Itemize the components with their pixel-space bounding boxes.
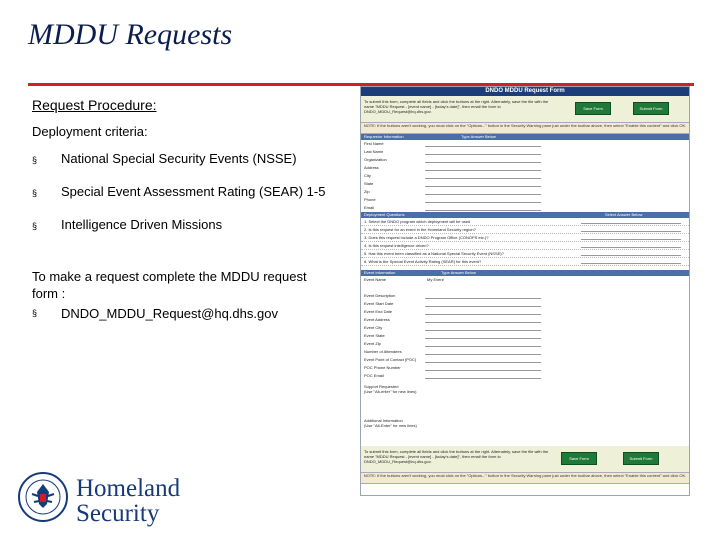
form-field-row	[361, 308, 689, 316]
field-label: Event Point of Contact (POC)	[364, 357, 417, 362]
field-label: 2. Is this request for an event in the Homeland Security region?	[364, 227, 476, 232]
logo-line-1: Homeland	[76, 475, 181, 502]
form-field-row	[361, 172, 689, 180]
requestor-header-label: Requestor Information	[364, 134, 404, 139]
event-name-value[interactable]: My Event	[427, 277, 444, 282]
form-submit-button[interactable]: Submit Form	[633, 102, 669, 115]
form-field-row	[361, 340, 689, 348]
field-label: Event Address	[364, 317, 390, 322]
form-field-row	[361, 140, 689, 148]
form-field-row	[361, 364, 689, 372]
form-field-row	[361, 188, 689, 196]
field-input-line[interactable]	[425, 170, 541, 171]
criteria-heading: Deployment criteria:	[32, 124, 148, 139]
criteria-list	[32, 150, 332, 249]
field-label: 6. What is the Special Event Activity Rating (SEAR) for this event?	[364, 259, 482, 264]
event-name-row	[361, 276, 689, 292]
list-item	[32, 183, 332, 202]
form-note: NOTE: If the buttons aren't working, you must click on the "Options..." button in the Security Warning pane just under the toolbar above, then select "Enable this content" and click OK.	[361, 473, 689, 484]
field-input-line[interactable]	[581, 263, 681, 264]
field-input-line[interactable]	[581, 239, 681, 240]
form-field-row	[361, 180, 689, 188]
form-field-row	[361, 300, 689, 308]
list-item	[32, 216, 332, 235]
question-fields	[361, 218, 689, 266]
form-field-row	[361, 218, 689, 226]
field-label: State	[364, 181, 374, 186]
event-fields	[361, 292, 689, 380]
form-field-row	[361, 348, 689, 356]
field-input-line[interactable]	[425, 370, 541, 371]
field-label: POC Phone Number	[364, 365, 401, 370]
field-label: Support Requested	[364, 384, 399, 389]
form-field-row	[361, 164, 689, 172]
requestor-fields	[361, 140, 689, 212]
field-input-line[interactable]	[425, 362, 541, 363]
field-label: Event Start Date	[364, 301, 394, 306]
field-input-line[interactable]	[425, 298, 541, 299]
form-field-row	[361, 258, 689, 266]
field-label: Event City	[364, 325, 383, 330]
field-label: Event State	[364, 333, 385, 338]
field-input-line[interactable]	[425, 338, 541, 339]
field-input-line[interactable]	[581, 223, 681, 224]
field-label: Address	[364, 165, 379, 170]
field-label: 3. Does this request include a DNDO Program Office (CONOPS etc.)?	[364, 235, 489, 240]
form-field-row	[361, 196, 689, 204]
field-input-line[interactable]	[425, 378, 541, 379]
bullet-icon: §	[32, 221, 38, 231]
form-field-row	[361, 226, 689, 234]
form-field-row	[361, 356, 689, 364]
form-save-button[interactable]: Save Form	[575, 102, 611, 115]
list-item	[32, 150, 332, 169]
bullet-icon: §	[32, 188, 38, 198]
form-instructions	[361, 96, 689, 123]
bullet-icon: §	[32, 155, 38, 165]
request-instructions: To make a request complete the MDDU request form :	[32, 269, 307, 301]
field-input-line[interactable]	[425, 146, 541, 147]
field-label: City	[364, 173, 371, 178]
event-answer-header: Type Answer Below	[441, 270, 476, 275]
email-item	[32, 306, 332, 321]
field-label: First Name	[364, 141, 384, 146]
form-instructions-text: To submit this form, complete all fields and click the buttons at the right. Alternately, save the file with the name "MDDU Request - [event name] - [today's date]", then email the form to DNDO_MDDU_Request@hq.dhs.gov.	[364, 99, 549, 114]
criteria-item: National Special Security Events (NSSE)	[61, 151, 297, 166]
field-label: 4. Is this request intelligence driven?	[364, 243, 429, 248]
field-input-line[interactable]	[425, 354, 541, 355]
form-field-row	[361, 156, 689, 164]
field-input-line[interactable]	[425, 322, 541, 323]
field-label: Additional Information	[364, 418, 403, 423]
field-label: Number of Attendees	[364, 349, 402, 354]
field-label: Phone	[364, 197, 376, 202]
support-row	[361, 380, 689, 414]
form-field-row	[361, 324, 689, 332]
field-input-line[interactable]	[425, 210, 541, 211]
field-label: 5. Has this event been classified as a National Special Security Event (NSSE)?	[364, 251, 504, 256]
form-field-row	[361, 292, 689, 300]
field-input-line[interactable]	[425, 162, 541, 163]
dhs-seal-icon	[18, 472, 68, 522]
form-instructions-bottom	[361, 446, 689, 473]
field-label: 1. Select the DNDO program which deployment will be used	[364, 219, 471, 224]
form-field-row	[361, 242, 689, 250]
event-header-label: Event Information	[364, 270, 396, 275]
field-label: Organization	[364, 157, 387, 162]
requestor-answer-header: Type Answer Below	[461, 134, 496, 139]
form-save-button[interactable]: Save Form	[561, 452, 597, 465]
field-input-line[interactable]	[425, 194, 541, 195]
field-input-line[interactable]	[425, 178, 541, 179]
field-input-line[interactable]	[425, 154, 541, 155]
field-label: Event Zip	[364, 341, 381, 346]
form-field-row	[361, 234, 689, 242]
field-label: Event Name	[364, 277, 387, 282]
questions-answer-header: Select Answer Below	[605, 212, 643, 217]
field-input-line[interactable]	[425, 186, 541, 187]
form-note: NOTE: If the buttons aren't working, you must click on the "Options..." button in the Security Warning pane just under the toolbar above, then select "Enable this content" and click OK.	[361, 123, 689, 134]
field-input-line[interactable]	[425, 346, 541, 347]
form-field-row	[361, 316, 689, 324]
email-address[interactable]: DNDO_MDDU_Request@hq.dhs.gov	[61, 306, 278, 321]
questions-header-label: Deployment Questions	[364, 212, 405, 217]
criteria-item: Special Event Assessment Rating (SEAR) 1-5	[61, 184, 326, 199]
field-input-line[interactable]	[425, 330, 541, 331]
field-label: Email	[364, 205, 375, 210]
field-input-line[interactable]	[581, 255, 681, 256]
procedure-heading: Request Procedure:	[32, 97, 157, 113]
field-input-line[interactable]	[425, 314, 541, 315]
field-input-line[interactable]	[581, 247, 681, 248]
criteria-item: Intelligence Driven Missions	[61, 217, 223, 232]
form-field-row	[361, 148, 689, 156]
form-field-row	[361, 372, 689, 380]
logo-line-2: Security	[76, 500, 160, 527]
form-instructions-text: To submit this form, complete all fields and click the buttons at the right. Alternately, save the file with the name "MDDU Request - [event name] - [today's date]", then email the form to DNDO_MDDU_Request@hq.dhs.gov.	[364, 449, 549, 464]
slide-title: MDDU Requests	[28, 18, 233, 51]
field-input-line[interactable]	[581, 231, 681, 232]
form-field-row	[361, 250, 689, 258]
field-label: Event Description	[364, 293, 396, 298]
request-form-image	[360, 86, 690, 496]
field-input-line[interactable]	[425, 202, 541, 203]
field-label: POC Email	[364, 373, 384, 378]
field-hint: (Use "Alt-Enter" for new lines)	[364, 423, 417, 428]
form-field-row	[361, 204, 689, 212]
form-field-row	[361, 332, 689, 340]
field-hint: (Use "Alt-enter" for new lines)	[364, 389, 417, 394]
dhs-logo-text	[76, 476, 180, 526]
form-title: DNDO MDDU Request Form	[361, 87, 689, 96]
field-input-line[interactable]	[425, 306, 541, 307]
field-label: Event End Date	[364, 309, 393, 314]
additional-row	[361, 414, 689, 446]
form-submit-button[interactable]: Submit Form	[623, 452, 659, 465]
field-label: Zip	[364, 189, 370, 194]
bullet-icon: §	[32, 308, 38, 318]
field-label: Last Name	[364, 149, 384, 154]
